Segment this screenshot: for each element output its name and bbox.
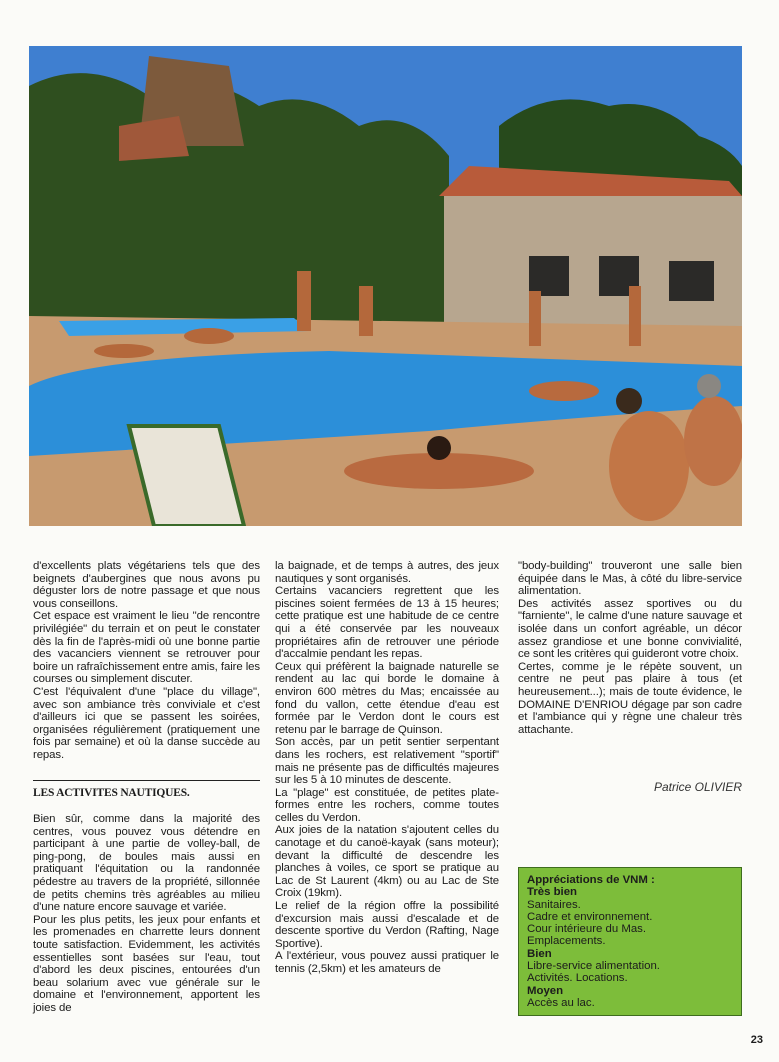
rating-item: Accès au lac. xyxy=(527,996,595,1009)
ratings-box xyxy=(518,867,742,1016)
photo-illustration xyxy=(29,46,742,526)
col1-paragraph-2: Cet espace est vraiment le lieu "de rencontre privilégiée" du terrain et on peut le constater dès la fin de l'après-midi où une bonne partie des vacanciers viennent se retrouver pour boire un rafraîchissement entre amis, faire les courses ou simplement discuter. xyxy=(33,610,260,686)
col2-paragraph-6: Aux joies de la natation s'ajoutent celles du canotage et du canoë-kayak (sans moteur); devant la difficulté de descendre les planches à voiles, ce sport se pratique au Lac de St Laurent (4km) ou au Lac de Ste Croix (19km). xyxy=(275,824,499,900)
col2-paragraph-1: la baignade, et de temps à autres, des jeux nautiques y sont organisés. xyxy=(275,560,499,585)
rating-item: Sanitaires. xyxy=(527,898,581,911)
section-heading: LES ACTIVITES NAUTIQUES. xyxy=(33,780,260,800)
text-column-3 xyxy=(518,560,742,736)
rating-item: Cadre et environnement. xyxy=(527,910,653,923)
col3-paragraph-2: Des activités assez sportives ou du "farniente", le calme d'une nature sauvage et isolée dans un confort agréable, un décor assez grandiose et une bonne convivialité, ce sont les critères qui guideront votre choix. xyxy=(518,597,742,661)
text-column-2 xyxy=(275,560,499,976)
rating-item: Activités. Locations. xyxy=(527,972,628,985)
col1-paragraph-4: Bien sûr, comme dans la majorité des centres, vous pouvez vous détendre en participant à une partie de volley-ball, de ping-pong, de boules mais aussi en pratiquant l'équitation ou la randonnée pédestre au travers de la propriété, sillonnée de petits chemins très agréables au milieu d'une nature encore sauvage et variée. xyxy=(33,813,260,914)
col3-paragraph-1: "body-building" trouveront une salle bien équipée dans le Mas, à côté du libre-service alimentation. xyxy=(518,560,742,598)
rating-item: Emplacements. xyxy=(527,935,606,948)
text-column-1 xyxy=(33,560,260,1015)
rating-item: Libre-service alimentation. xyxy=(527,960,660,973)
ratings-title: Appréciations de VNM : xyxy=(527,874,655,886)
pool-photo xyxy=(29,46,742,526)
col1-paragraph-1: d'excellents plats végétariens tels que des beignets d'aubergines que nous avons pu déguster lors de notre passage et que nous vous conseillons. xyxy=(33,560,260,610)
rating-bien: Bien xyxy=(527,947,552,960)
col2-paragraph-3: Ceux qui préfèrent la baignade naturelle se rendent au lac qui borde le domaine à environ 600 mètres du Mas; encaissée au fond du vallon, cette étendue d'eau est formée par le Verdon dont le cours est retenu par le barrage de Quinson. xyxy=(275,660,499,736)
page-number: 23 xyxy=(750,1034,763,1046)
col3-paragraph-3: Certes, comme je le répète souvent, un centre ne peut pas plaire à tous (et heureusement...); mais de toute évidence, le DOMAINE D'ENRIOU dégage par son cadre et l'ambiance qui y règne une chaleur très attachante. xyxy=(518,660,742,736)
rating-item: Cour intérieure du Mas. xyxy=(527,923,647,936)
rating-moyen: Moyen xyxy=(527,984,564,997)
col2-paragraph-5: La "plage" est constituée, de petites plate-formes entre les rochers, comme toutes celles du Verdon. xyxy=(275,786,499,824)
col1-paragraph-3: C'est l'équivalent d'une "place du village", avec son ambiance très conviviale et c'est d'ailleurs ici que se passent les soirées, organisées régulièrement (pratiquement une fois par semaine) et où la danse succède au repas. xyxy=(33,685,260,761)
col2-paragraph-8: A l'extérieur, vous pouvez aussi pratiquer le tennis (2,5km) et les amateurs de xyxy=(275,950,499,975)
col1-paragraph-5: Pour les plus petits, les jeux pour enfants et les promenades en charrette leurs donnent toute satisfaction. Evidemment, les activités essentielles sont basées sur l'eau, tout d'abord les deux piscines, entourées d'un beau solarium avec vue générale sur le domaine et l'environnement, apportent les joies de xyxy=(33,913,260,1014)
author-signature: Patrice OLIVIER xyxy=(653,780,742,794)
col2-paragraph-4: Son accès, par un petit sentier serpentant dans les rochers, est relativement "sportif" mais ne présente pas de difficultés majeures sur les 5 à 10 minutes de descente. xyxy=(275,736,499,787)
col2-paragraph-7: Le relief de la région offre la possibilité d'excursion mais aussi d'escalade et de descente sportive du Verdon (Rafting, Nage Sportive). xyxy=(275,900,499,950)
rating-tres-bien: Très bien xyxy=(527,886,578,899)
col2-paragraph-2: Certains vacanciers regrettent que les piscines soient fermées de 13 à 15 heures; cette pratique est une habitude de ce centre qui a été conservée par les nouveaux propriétaires afin de retrouver une période d'accalmie pendant les repas. xyxy=(275,585,499,661)
